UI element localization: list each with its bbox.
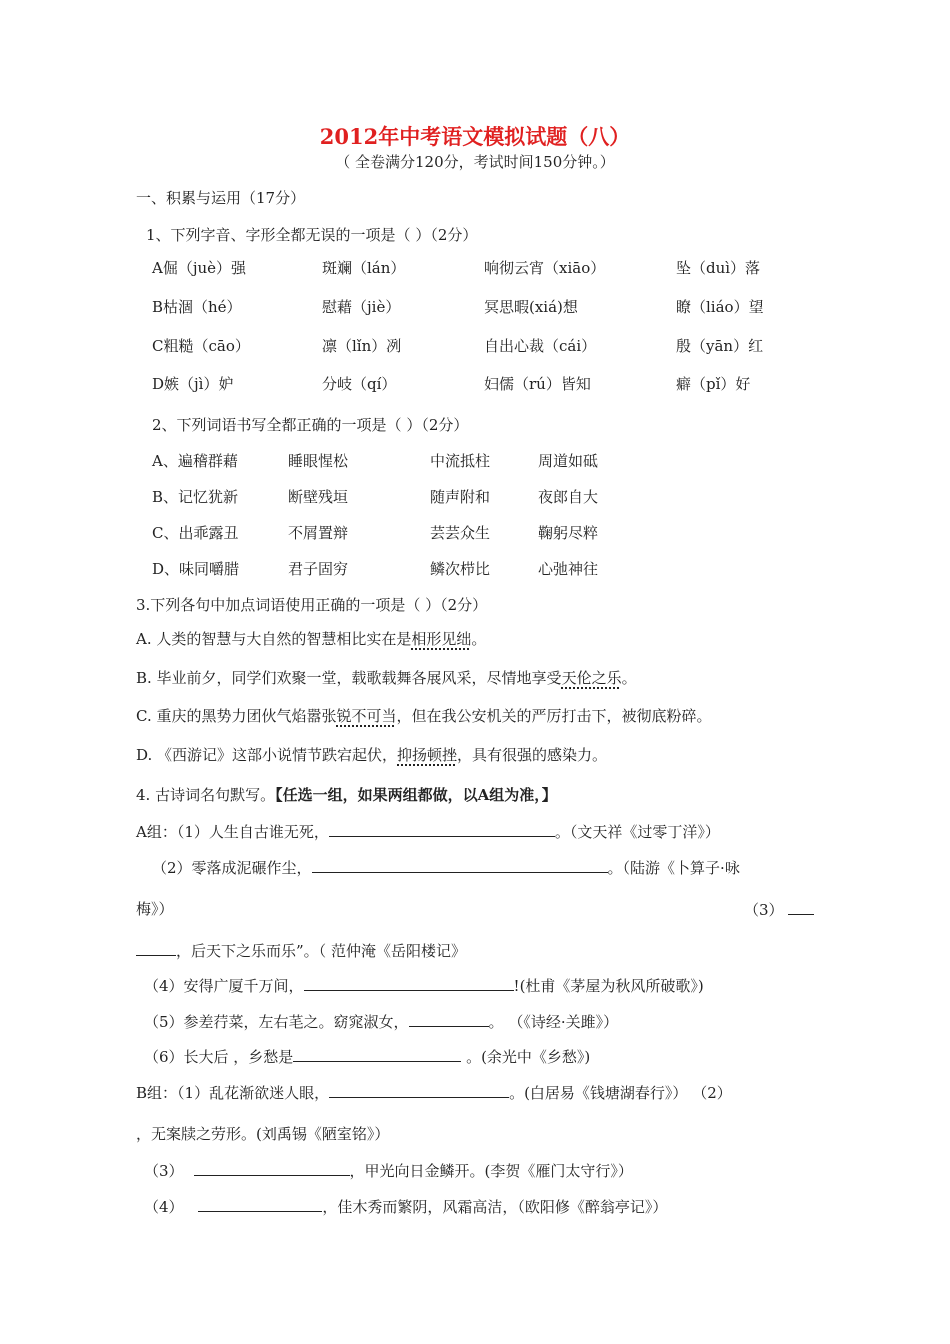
q1-b1: B枯涸（hé） [152,298,242,316]
q2-c3: 芸芸众生 [430,524,491,542]
q4-a4: （4）安得广厦千万间， !(杜甫《茅屋为秋风所破歌》) [144,977,704,995]
answer-blank[interactable] [329,821,555,837]
q1-d4: 癖（pǐ）好 [676,375,751,393]
q2-a4: 周道如砥 [538,452,599,470]
q1-d1: D嫉（jì）妒 [152,375,234,393]
q3-option-c: C. 重庆的黑势力团伙气焰嚣张锐不可当，但在我公安机关的严厉打击下，被彻底粉碎。 [136,707,712,725]
answer-blank[interactable] [194,1160,350,1176]
q4-stem: 4. 古诗词名句默写。【任选一组，如果两组都做，以A组为准，】 [136,786,557,804]
page-title: 2012年中考语文模拟试题（八） [319,124,631,149]
q4-a3-start: （3） [744,899,814,920]
answer-blank[interactable] [198,1196,322,1212]
q1-b2: 慰藉（jiè） [322,298,401,316]
answer-blank[interactable] [293,1046,461,1062]
q4-a6: （6）长大后 ，乡愁是 。(余光中《乡愁》) [144,1048,591,1066]
q2-b2: 断壁残垣 [288,488,349,506]
answer-blank[interactable] [329,1082,509,1098]
q3-option-b: B. 毕业前夕，同学们欢聚一堂，载歌载舞各展风采，尽情地享受天伦之乐。 [136,669,637,687]
answer-blank[interactable] [312,857,608,873]
q2-c4: 鞠躬尽粹 [538,524,599,542]
q2-b4: 夜郎自大 [538,488,599,506]
q2-d2: 君子固穷 [288,560,349,578]
q1-c4: 殷（yān）红 [676,337,764,355]
q2-b3: 随声附和 [430,488,491,506]
q4-a3: ，后天下之乐而乐”。（ 范仲淹《岳阳楼记》 [136,940,466,961]
page-subtitle: （ 全卷满分120分，考试时间150分钟。） [335,153,615,171]
q1-d3: 妇儒（rú）皆知 [484,375,591,393]
q4-a2: （2）零落成泥碾作尘， 。（陆游《卜算子·咏 [152,859,740,877]
q1-a4: 坠（duì）落 [676,259,761,277]
q1-d2: 分岐（qí） [322,375,397,393]
q3-option-a: A. 人类的智慧与大自然的智慧相比实在是相形见绌。 [136,630,487,648]
q4-a5: （5）参差荇菜，左右芼之。窈窕淑女， 。 （《诗经·关雎》） [144,1013,619,1031]
q1-a2: 斑斓（lán） [322,259,406,277]
q1-c3: 自出心裁（cái） [484,337,597,355]
q2-c1: C、出乖露丑 [152,524,239,542]
section-heading: 一、积累与运用（17分） [136,189,306,207]
q4-b4: （4） ，佳木秀而繁阴，风霜高洁，（欧阳修《醉翁亭记》） [144,1198,668,1216]
answer-blank[interactable] [304,975,514,991]
q2-b1: B、记忆犹新 [152,488,239,506]
answer-blank[interactable] [788,899,814,915]
q4-b1: B组：（1）乱花渐欲迷人眼， 。(白居易《钱塘湖春行》） （2） [136,1084,732,1102]
answer-blank[interactable] [136,940,176,956]
q3-stem: 3.下列各句中加点词语使用正确的一项是（ ）（2分） [136,596,488,614]
q2-a3: 中流抵柱 [430,452,491,470]
q2-d4: 心弛神往 [538,560,599,578]
q2-c2: 不屑置辩 [288,524,349,542]
q2-stem: 2、下列词语书写全都正确的一项是（ ）（2分） [152,416,469,434]
q1-b4: 瞭（liáo）望 [676,298,764,316]
q4-b3: （3） ，甲光向日金鳞开。(李贺《雁门太守行》） [144,1162,633,1180]
q2-d1: D、味同嚼腊 [152,560,240,578]
q1-c1: C粗糙（cāo） [152,337,250,355]
answer-blank[interactable] [409,1011,489,1027]
q1-stem: 1、下列字音、字形全都无误的一项是（ ）（2分） [146,226,478,244]
q2-a2: 睡眼惺松 [288,452,349,470]
q1-b3: 冥思暇(xiá)想 [484,298,578,316]
q4-a2-cont: 梅》） [136,900,174,918]
q2-a1: A、遍稽群藉 [152,452,238,470]
q2-d3: 鳞次栉比 [430,560,491,578]
q1-a1: A倔（juè）强 [152,259,247,277]
q1-a3: 响彻云宵（xiāo） [484,259,606,277]
q4-b2: ，无案牍之劳形。(刘禹锡《陋室铭》） [136,1125,390,1143]
q4-a1: A组：（1）人生自古谁无死， 。（文天祥《过零丁洋》） [136,823,720,841]
q1-c2: 凛（lǐn）冽 [322,337,402,355]
q3-option-d: D. 《西游记》这部小说情节跌宕起伏，抑扬顿挫，具有很强的感染力。 [136,746,608,764]
